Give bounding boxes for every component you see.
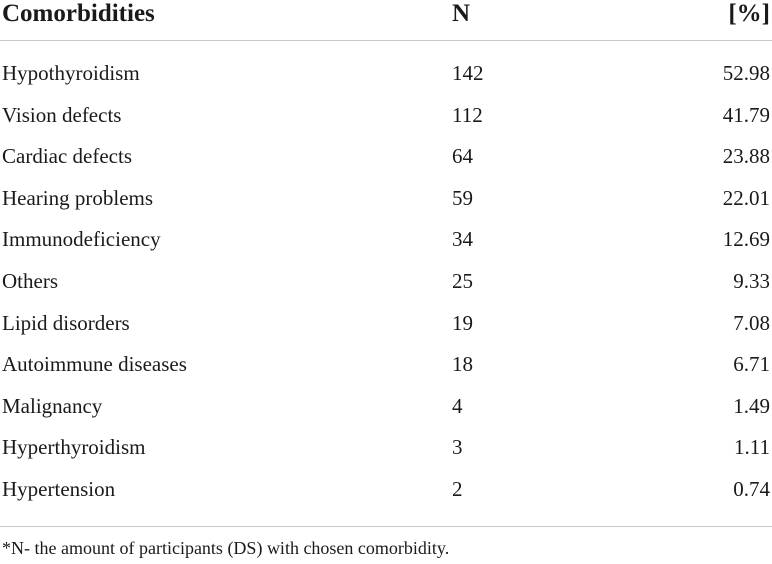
row-n: 112 [452,102,483,127]
row-percent: 41.79 [722,102,770,127]
table-body [0,51,772,509]
table-row [0,259,772,301]
row-comorbidity: Others [2,268,58,293]
table-header [0,0,772,40]
row-percent: 12.69 [722,227,770,252]
table-row [0,93,772,135]
row-percent: 9.33 [733,268,770,293]
table-row [0,467,772,509]
row-comorbidity: Hypothyroidism [2,61,140,85]
row-comorbidity: Malignancy [2,393,103,418]
table-row [0,217,772,259]
table-footnote: *N- the amount of participants (DS) with chosen comorbidity. [2,538,450,558]
row-comorbidity: Hypertension [2,476,116,501]
row-n: 59 [452,185,473,210]
table-row [0,51,772,93]
row-percent: 6.71 [733,352,770,377]
row-n: 2 [452,476,463,501]
row-n: 19 [452,310,473,335]
table-row [0,176,772,218]
table-row [0,301,772,343]
header-divider [0,40,772,41]
row-percent: 52.98 [722,61,770,85]
row-n: 64 [452,144,473,169]
table-row [0,425,772,467]
row-n: 25 [452,268,473,293]
header-n: N [452,0,471,27]
row-percent: 23.88 [722,144,770,169]
table-row [0,342,772,384]
row-comorbidity: Hyperthyroidism [2,435,146,460]
row-percent: 0.74 [733,476,770,501]
row-comorbidity: Lipid disorders [2,310,130,335]
row-n: 142 [452,61,484,85]
row-n: 34 [452,227,473,252]
row-comorbidity: Immunodeficiency [2,227,161,252]
row-percent: 1.49 [733,393,770,418]
row-comorbidity: Autoimmune diseases [2,352,187,377]
row-percent: 1.11 [734,435,770,460]
row-n: 18 [452,352,473,377]
row-percent: 7.08 [733,310,770,335]
row-comorbidity: Cardiac defects [2,144,133,169]
row-comorbidity: Vision defects [2,102,122,127]
table-row [0,384,772,426]
table-row [0,134,772,176]
header-comorbidities: Comorbidities [2,0,155,27]
footer-divider [0,526,772,527]
row-n: 4 [452,393,463,418]
row-comorbidity: Hearing problems [2,185,154,210]
header-percent: [%] [728,0,770,27]
row-n: 3 [452,435,463,460]
row-percent: 22.01 [722,185,770,210]
